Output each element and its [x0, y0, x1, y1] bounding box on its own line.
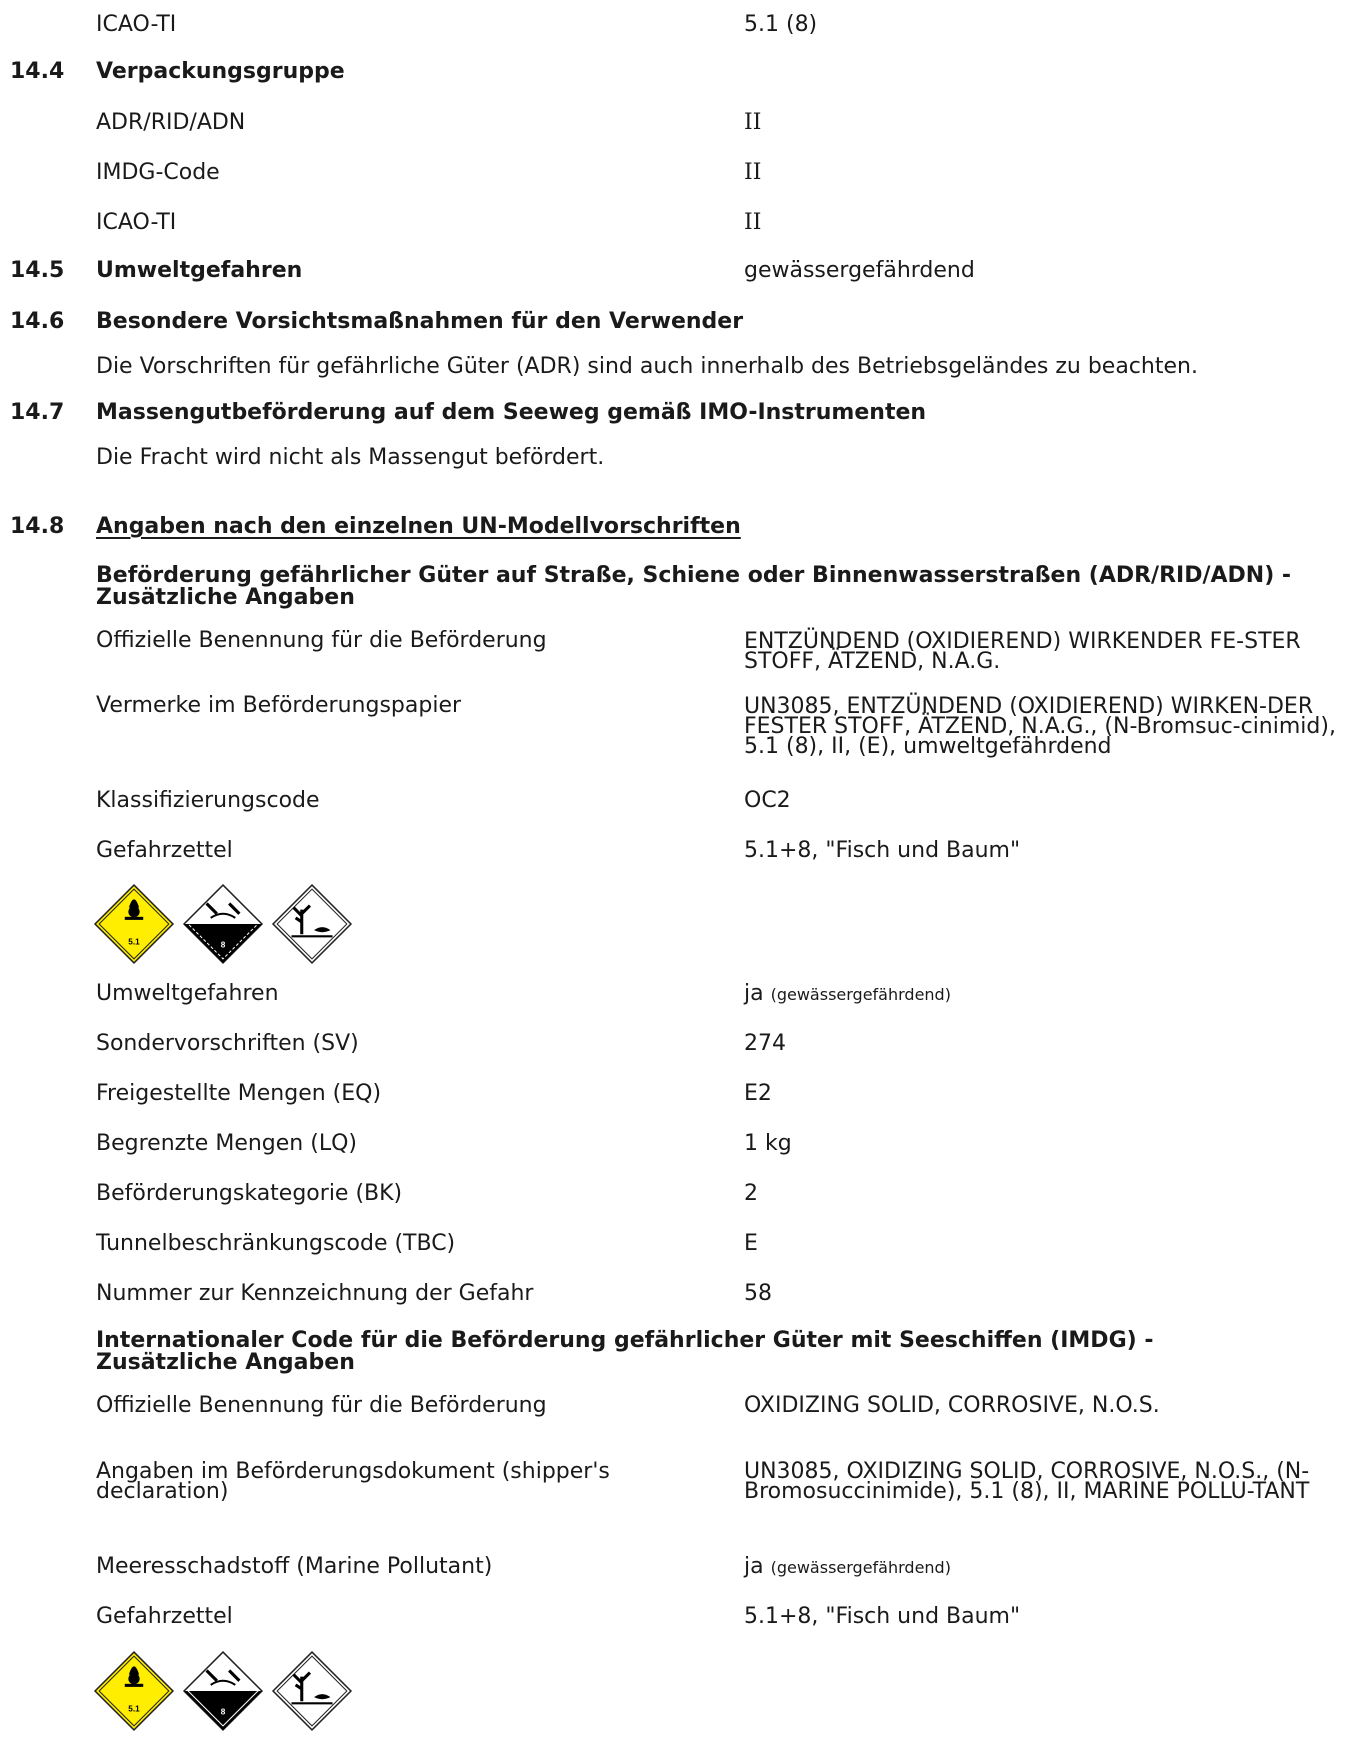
environment-hazard-icon: [271, 883, 353, 965]
section-title: Besondere Vorsichtsmaßnahmen für den Verwender: [96, 309, 744, 334]
row-label: Tunnelbeschränkungscode (TBC): [96, 1231, 456, 1256]
row-value: 2: [744, 1181, 758, 1206]
row-label: Vermerke im Beförderungspapier: [96, 693, 462, 718]
row-note: (gewässergefährdend): [770, 1558, 951, 1577]
section-number: 14.8: [10, 514, 65, 539]
row-value: 5.1+8, "Fisch und Baum": [744, 838, 1021, 863]
section-number: 14.5: [10, 258, 65, 283]
section-title: Massengutbeförderung auf dem Seeweg gemäß IMO-Instrumenten: [96, 400, 927, 425]
row-value: 274: [744, 1031, 786, 1056]
section-title: Umweltgefahren: [96, 258, 303, 283]
row-value-group: [744, 979, 951, 1010]
oxidizer-diamond-icon: [93, 1650, 175, 1732]
row-value: E2: [744, 1081, 772, 1106]
oxidizer-class: 5.1: [128, 937, 140, 947]
row-value: 5.1+8, "Fisch und Baum": [744, 1604, 1021, 1629]
row-label: Nummer zur Kennzeichnung der Gefahr: [96, 1281, 534, 1306]
row-label: IMDG-Code: [96, 160, 220, 185]
section-title: Verpackungsgruppe: [96, 59, 345, 84]
adr-hazard-labels: [93, 883, 353, 965]
corrosive-class: 8: [220, 1707, 226, 1717]
row-label: Gefahrzettel: [96, 1604, 233, 1629]
row-value: II: [744, 160, 762, 185]
paragraph: Die Vorschriften für gefährliche Güter (ADR) sind auch innerhalb des Betriebsgeländes zu beachten.: [96, 354, 1198, 379]
row-label: ICAO-TI: [96, 12, 177, 37]
corrosive-diamond-icon: [182, 883, 264, 965]
row-label: Freigestellte Mengen (EQ): [96, 1081, 382, 1106]
section-number: 14.4: [10, 59, 65, 84]
section-number: 14.7: [10, 400, 65, 425]
oxidizer-diamond-icon: [93, 883, 175, 965]
oxidizer-class: 5.1: [128, 1704, 140, 1714]
row-label: ICAO-TI: [96, 210, 177, 235]
row-value: OC2: [744, 788, 791, 813]
row-label: Offizielle Benennung für die Beförderung: [96, 628, 547, 653]
row-value: OXIDIZING SOLID, CORROSIVE, N.O.S.: [744, 1393, 1160, 1418]
row-label: ADR/RID/ADN: [96, 110, 246, 135]
row-value: 5.1 (8): [744, 12, 818, 37]
row-label: Gefahrzettel: [96, 838, 233, 863]
environment-value: gewässergefährdend: [744, 258, 975, 283]
row-label: Sondervorschriften (SV): [96, 1031, 359, 1056]
paragraph: Die Fracht wird nicht als Massengut befördert.: [96, 445, 605, 470]
imdg-heading: Internationaler Code für die Beförderung gefährlicher Güter mit Seeschiffen (IMDG) - Zusätzliche Angaben: [96, 1328, 1154, 1375]
corrosive-class: 8: [220, 940, 226, 950]
row-value: II: [744, 210, 762, 235]
row-value: ja: [744, 1554, 764, 1579]
adr-doc-value: UN3085, ENTZÜNDEND (OXIDIEREND) WIRKEN-DER FESTER STOFF, ÄTZEND, N.A.G., (N-Bromsuc-cinimid), 5.1 (8), II, (E), umweltgefährdend: [744, 694, 1336, 759]
row-label: Umweltgefahren: [96, 981, 279, 1006]
imdg-doc-value: UN3085, OXIDIZING SOLID, CORROSIVE, N.O.S., (N-Bromosuccinimide), 5.1 (8), II, MARINE POLLU-TANT: [744, 1459, 1310, 1504]
row-label: Klassifizierungscode: [96, 788, 320, 813]
row-value: II: [744, 110, 762, 135]
imdg-doc-label: Angaben im Beförderungsdokument (shipper's declaration): [96, 1459, 610, 1504]
imdg-hazard-labels: [93, 1650, 353, 1732]
section-number: 14.6: [10, 309, 65, 334]
row-value-group: [744, 1552, 951, 1583]
row-value: ja: [744, 981, 764, 1006]
row-value: 1 kg: [744, 1131, 792, 1156]
row-label: Offizielle Benennung für die Beförderung: [96, 1393, 547, 1418]
environment-hazard-icon: [271, 1650, 353, 1732]
row-value: E: [744, 1231, 758, 1256]
adr-name-value: ENTZÜNDEND (OXIDIEREND) WIRKENDER FE-STER STOFF, ÄTZEND, N.A.G.: [744, 629, 1301, 674]
adr-heading: Beförderung gefährlicher Güter auf Straße, Schiene oder Binnenwasserstraßen (ADR/RID/ADN) - Zusätzliche Angaben: [96, 563, 1292, 610]
row-label: Begrenzte Mengen (LQ): [96, 1131, 357, 1156]
row-label: Beförderungskategorie (BK): [96, 1181, 403, 1206]
row-value: 58: [744, 1281, 772, 1306]
row-label: Meeresschadstoff (Marine Pollutant): [96, 1554, 493, 1579]
row-note: (gewässergefährdend): [770, 985, 951, 1004]
corrosive-diamond-icon: [182, 1650, 264, 1732]
section-title: Angaben nach den einzelnen UN-Modellvorschriften: [96, 514, 741, 539]
